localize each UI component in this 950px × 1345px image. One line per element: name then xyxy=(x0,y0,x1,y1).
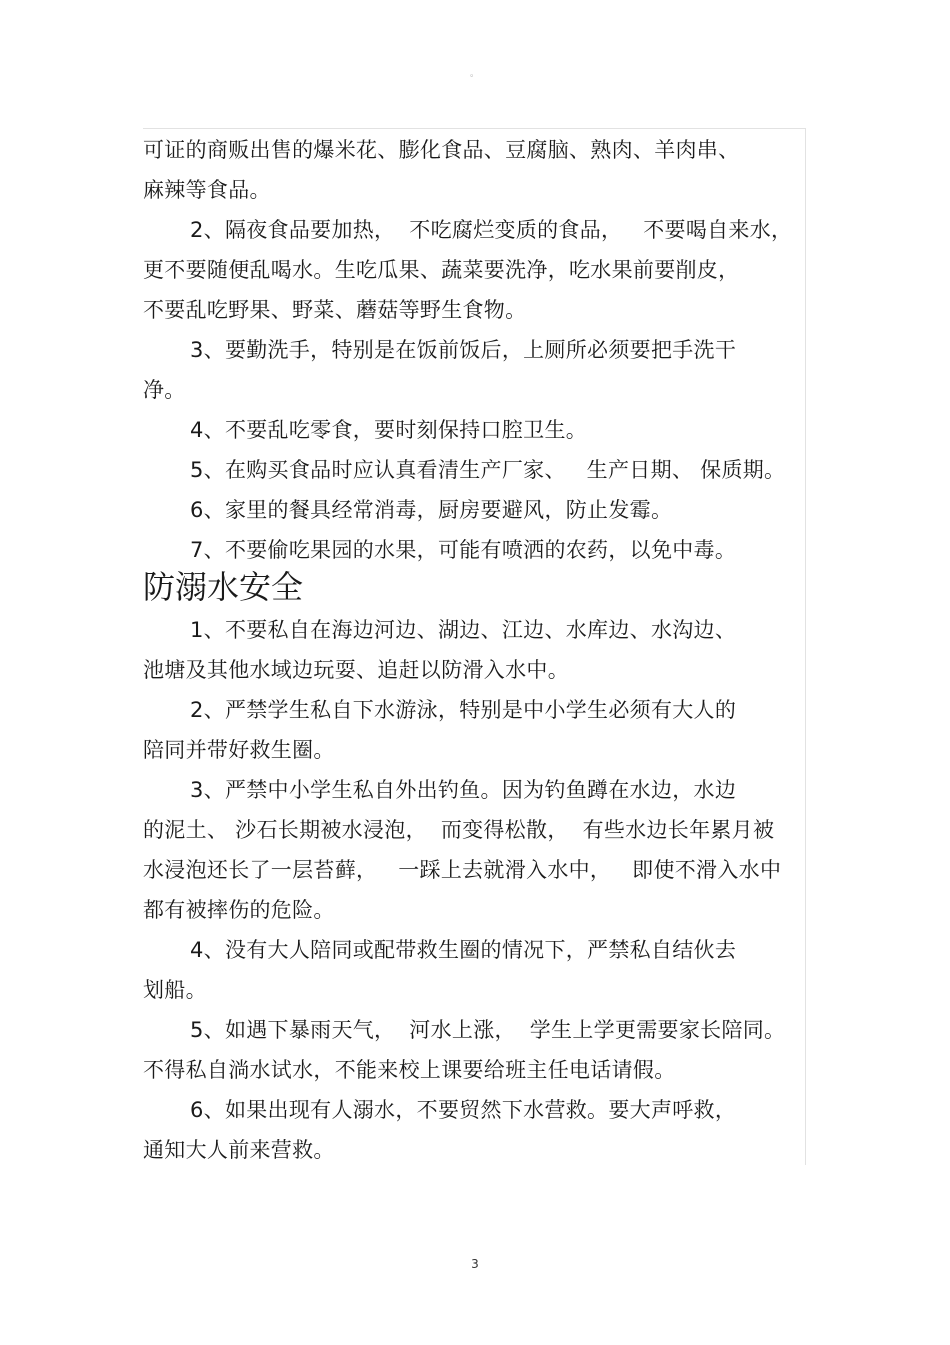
text-line: 5、如遇下暴雨天气， 河水上涨， 学生上学更需要家长陪同。 xyxy=(190,1018,786,1042)
text-line: 通知大人前来营救。 xyxy=(143,1138,335,1162)
text-line: 可证的商贩出售的爆米花、膨化食品、豆腐脑、熟肉、羊肉串、 xyxy=(143,138,740,162)
text-line: 都有被摔伤的危险。 xyxy=(143,898,335,922)
text-line: 麻辣等食品。 xyxy=(143,178,271,202)
text-line: 4、没有大人陪同或配带救生圈的情况下，严禁私自结伙去 xyxy=(190,938,737,962)
section-heading: 防溺水安全 xyxy=(143,568,304,606)
text-line: 陪同并带好救生圈。 xyxy=(143,738,335,762)
page-number: 3 xyxy=(471,1257,479,1271)
text-line: 的泥土、 沙石长期被水浸泡， 而变得松散， 有些水边长年累月被 xyxy=(143,818,775,842)
text-line: 4、不要乱吃零食，要时刻保持口腔卫生。 xyxy=(190,418,588,442)
text-line: 2、隔夜食品要加热， 不吃腐烂变质的食品， 不要喝自来水， xyxy=(190,218,793,242)
text-line: 5、在购买食品时应认真看清生产厂家、 生产日期、 保质期。 xyxy=(190,458,786,482)
text-line: 净。 xyxy=(143,378,186,402)
text-line: 7、不要偷吃果园的水果，可能有喷洒的农药，以免中毒。 xyxy=(190,538,737,562)
text-line: 水浸泡还长了一层苔藓， 一踩上去就滑入水中， 即使不滑入水中 xyxy=(143,858,782,882)
text-line: 3、严禁中小学生私自外出钓鱼。因为钓鱼蹲在水边，水边 xyxy=(190,778,737,802)
text-line: 3、要勤洗手，特别是在饭前饭后，上厕所必须要把手洗干 xyxy=(190,338,737,362)
text-line: 6、家里的餐具经常消毒，厨房要避风，防止发霉。 xyxy=(190,498,673,522)
text-line: 1、不要私自在海边河边、湖边、江边、水库边、水沟边、 xyxy=(190,618,737,642)
text-line: 更不要随便乱喝水。生吃瓜果、蔬菜要洗净，吃水果前要削皮， xyxy=(143,258,740,282)
page-top-mark: 。 xyxy=(470,69,480,79)
text-line: 6、如果出现有人溺水，不要贸然下水营救。要大声呼救， xyxy=(190,1098,737,1122)
text-line: 不得私自淌水试水，不能来校上课要给班主任电话请假。 xyxy=(143,1058,676,1082)
text-line: 不要乱吃野果、野菜、蘑菇等野生食物。 xyxy=(143,298,527,322)
text-line: 池塘及其他水域边玩耍、追赶以防滑入水中。 xyxy=(143,658,569,682)
text-line: 划船。 xyxy=(143,978,207,1002)
text-line: 2、严禁学生私自下水游泳，特别是中小学生必须有大人的 xyxy=(190,698,737,722)
